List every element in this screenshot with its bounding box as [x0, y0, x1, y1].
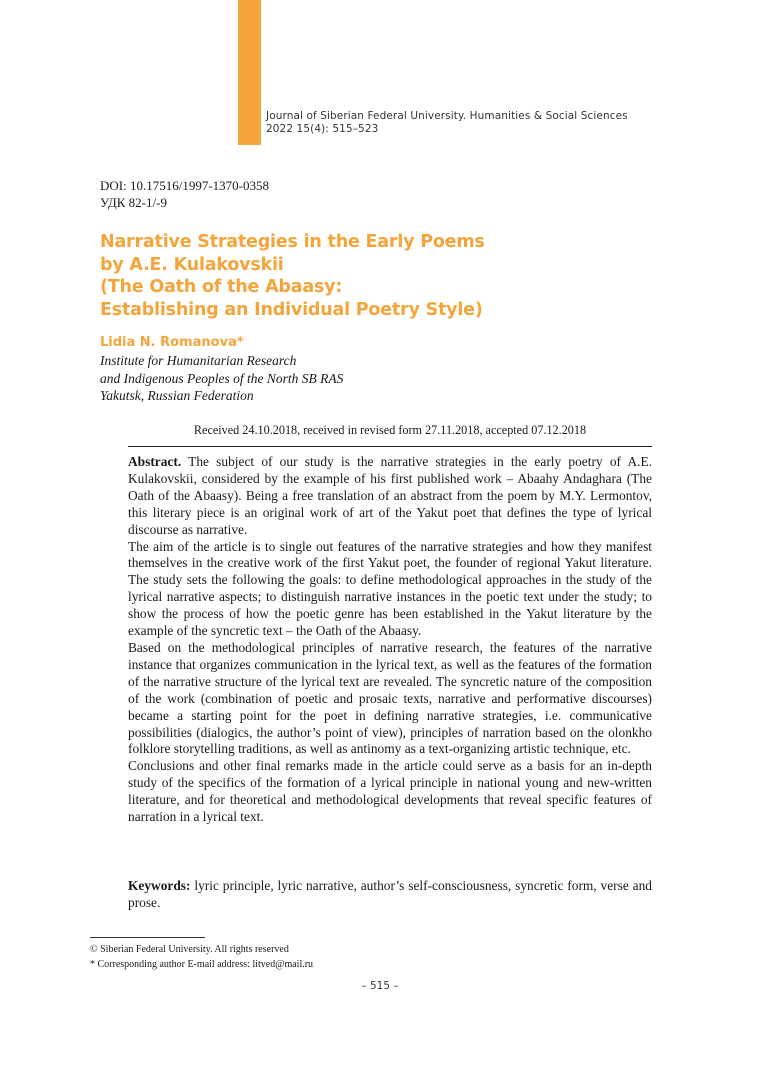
abstract-paragraph	[128, 454, 652, 539]
journal-issue: 2022 15(4): 515–523	[266, 123, 379, 135]
accent-bar	[238, 0, 261, 145]
article-identifiers	[100, 177, 269, 211]
divider	[128, 446, 652, 447]
author-block	[100, 334, 343, 405]
footnote-divider	[90, 937, 205, 938]
journal-header	[266, 110, 706, 136]
title-line: by A.E. Kulakovskii	[100, 254, 284, 275]
abstract-text: The subject of our study is the narrative strategies in the early poetry of A.E. Kulakovskii, considered by the example of his first published work – Abaahy Andaghara (The Oath of the Abaasy). Being a free translation of an abstract from the poem by M.Y. Lermontov, this literary piece is an original work of art of the Yakut poet that defines the type of lyrical discourse as narrative.	[128, 454, 652, 537]
doi-text: DOI: 10.17516/1997-1370-0358	[100, 178, 269, 193]
affiliation-line: Institute for Humanitarian Research	[100, 353, 297, 368]
article-title	[100, 231, 660, 321]
keywords-text: lyric principle, lyric narrative, author’s self-consciousness, syncretic form, verse and prose.	[128, 878, 652, 910]
keywords	[128, 877, 652, 911]
journal-name: Journal of Siberian Federal University. Humanities & Social Sciences	[266, 110, 628, 122]
footnotes	[90, 942, 313, 972]
abstract-label: Abstract.	[128, 454, 182, 469]
abstract-paragraph: Conclusions and other final remarks made in the article could serve as a basis for an in-depth study of the specifics of the formation of a lyrical principle in national young and new-written literature, and for theoretical and methodological developments that reveal specific features of narration in a lyrical text.	[128, 758, 652, 825]
affiliation-line: Yakutsk, Russian Federation	[100, 388, 254, 403]
title-line: Narrative Strategies in the Early Poems	[100, 232, 485, 252]
abstract-paragraph: The aim of the article is to single out features of the narrative strategies and how they manifest themselves in the creative work of the first Yakut poet, the founder of regional Yakut literature. The study sets the following the goals: to define methodological approaches in the study of the lyrical narrative aspects; to distinguish narrative instances in the poetic text under the study; to show the process of how the poetic genre has been established in the Yakut literature by the example of the syncretic text – the Oath of the Abaasy.	[128, 538, 652, 639]
corresponding-author-footnote: * Corresponding author E-mail address: litved@mail.ru	[90, 959, 314, 970]
keywords-label: Keywords:	[128, 878, 191, 893]
page-number: – 515 –	[361, 980, 399, 992]
abstract-paragraph: Based on the methodological principles of narrative research, the features of the narrative instance that organizes communication in the lyrical text, as well as the features of the formation of the narrative structure of the lyrical text are revealed. The syncretic nature of the composition of the work (combination of poetic and prosaic texts, narrative and performative discourses) became a starting point for the poet in defining narrative strategies, i.e. communicative possibilities (dialogics, the author’s point of view), principles of narration based on the olonkho folklore storytelling traditions, as well as antinomy as a text-organizing artistic technique, etc.	[128, 639, 652, 757]
affiliation-line: and Indigenous Peoples of the North SB RAS	[100, 370, 344, 386]
abstract	[128, 454, 652, 826]
copyright-footnote: © Siberian Federal University. All rights reserved	[90, 944, 289, 955]
author-name: Lidia N. Romanova*	[100, 335, 244, 350]
title-line: Establishing an Individual Poetry Style)	[100, 299, 483, 320]
received-dates: Received 24.10.2018, received in revised form 27.11.2018, accepted 07.12.2018	[193, 423, 587, 437]
title-line: (The Oath of the Abaasy:	[100, 277, 343, 297]
udk-text: УДК 82-1/-9	[100, 195, 167, 210]
